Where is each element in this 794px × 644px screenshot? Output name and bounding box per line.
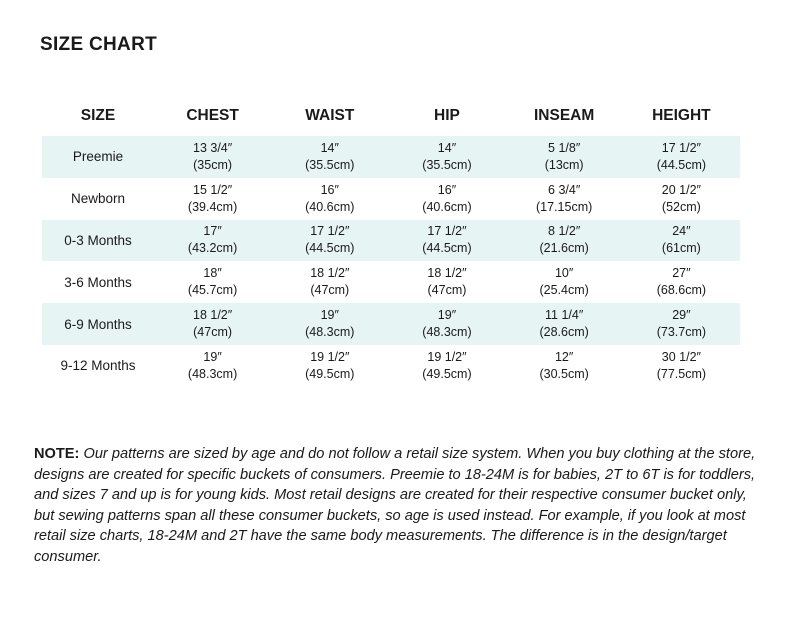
- hip-cell: [388, 178, 505, 220]
- column-header-waist: WAIST: [305, 107, 355, 124]
- inch-value: 19″: [437, 308, 457, 323]
- inch-value: 19″: [203, 349, 222, 364]
- cm-value: (44.5cm): [305, 241, 355, 256]
- page-title: SIZE CHART: [40, 34, 157, 55]
- table-row: [42, 136, 740, 178]
- inch-value: 15 1/2″: [193, 182, 233, 197]
- cm-value: (44.5cm): [656, 157, 707, 172]
- cm-value: (30.5cm): [539, 366, 589, 381]
- cm-value: (47cm): [427, 283, 467, 298]
- inch-value: 14″: [437, 140, 457, 155]
- cm-value: (77.5cm): [656, 366, 707, 381]
- inch-value: 16″: [320, 182, 339, 197]
- inseam-cell: [506, 345, 623, 387]
- inch-value: 6 3/4″: [548, 182, 581, 197]
- size-cell: 3-6 Months: [64, 274, 132, 290]
- inch-value: 18″: [203, 266, 222, 281]
- table-row: [42, 345, 740, 387]
- size-cell: 6-9 Months: [64, 316, 132, 332]
- cm-value: (47cm): [310, 283, 350, 298]
- column-header-chest: CHEST: [186, 107, 239, 124]
- inch-value: 20 1/2″: [661, 182, 701, 197]
- column-header-height: HEIGHT: [652, 107, 711, 124]
- size-cell: Newborn: [70, 191, 126, 207]
- height-cell: [623, 136, 740, 178]
- waist-cell: [271, 261, 388, 303]
- size-cell: 0-3 Months: [64, 232, 132, 248]
- cm-value: (48.3cm): [422, 325, 472, 340]
- column-header-hip: HIP: [434, 107, 460, 124]
- chest-cell: [154, 303, 271, 345]
- inch-value: 17 1/2″: [310, 224, 350, 239]
- cm-value: (35.5cm): [422, 157, 472, 172]
- height-cell: [623, 345, 740, 387]
- cm-value: (45.7cm): [187, 283, 238, 298]
- inseam-cell: [506, 136, 623, 178]
- inch-value: 18 1/2″: [193, 308, 233, 323]
- cm-value: (28.6cm): [539, 325, 589, 340]
- chest-cell: [154, 261, 271, 303]
- table-row: [42, 178, 740, 220]
- cm-value: (47cm): [193, 325, 233, 340]
- cm-value: (61cm): [661, 241, 701, 256]
- cm-value: (73.7cm): [656, 325, 707, 340]
- chest-cell: [154, 220, 271, 262]
- inch-value: 16″: [437, 182, 457, 197]
- cm-value: (49.5cm): [422, 366, 472, 381]
- inch-value: 19 1/2″: [427, 349, 467, 364]
- column-header-size: SIZE: [80, 107, 116, 124]
- hip-cell: [388, 220, 505, 262]
- inseam-cell: [506, 220, 623, 262]
- inch-value: 10″: [554, 266, 574, 281]
- size-chart-table: [42, 96, 740, 387]
- table-row: [42, 303, 740, 345]
- hip-cell: [388, 345, 505, 387]
- chest-cell: [154, 178, 271, 220]
- hip-cell: [388, 136, 505, 178]
- cm-value: (17.15cm): [536, 199, 593, 214]
- waist-cell: [271, 178, 388, 220]
- sizing-note: [34, 444, 764, 568]
- cm-value: (25.4cm): [539, 283, 589, 298]
- inch-value: 5 1/8″: [548, 140, 581, 155]
- cm-value: (48.3cm): [187, 366, 238, 381]
- inch-value: 13 3/4″: [193, 140, 233, 155]
- inseam-cell: [506, 178, 623, 220]
- cm-value: (43.2cm): [187, 241, 238, 256]
- cm-value: (13cm): [544, 157, 584, 172]
- height-cell: [623, 178, 740, 220]
- table-header-row: [42, 96, 740, 136]
- size-cell: 9-12 Months: [60, 358, 136, 374]
- inch-value: 8 1/2″: [548, 224, 581, 239]
- height-cell: [623, 261, 740, 303]
- cm-value: (40.6cm): [305, 199, 355, 214]
- cm-value: (49.5cm): [305, 366, 355, 381]
- cm-value: (52cm): [661, 199, 701, 214]
- inch-value: 18 1/2″: [310, 266, 350, 281]
- cm-value: (35cm): [193, 157, 233, 172]
- inch-value: 19 1/2″: [310, 349, 350, 364]
- inch-value: 27″: [672, 266, 691, 281]
- cm-value: (21.6cm): [539, 241, 589, 256]
- cm-value: (68.6cm): [656, 283, 707, 298]
- inch-value: 17 1/2″: [427, 224, 467, 239]
- cm-value: (44.5cm): [422, 241, 472, 256]
- height-cell: [623, 303, 740, 345]
- waist-cell: [271, 345, 388, 387]
- cm-value: (35.5cm): [305, 157, 355, 172]
- note-text: Our patterns are sized by age and do not follow a retail size system. When you buy clothing at the store, designs are created for specific buckets of consumers. Preemie to 18-24M is for babies, 2T to 6T is for toddlers, and sizes 7 and up is for young kids. Most retail designs are created for their respective consumer bucket only, but sewing patterns span all these consumer buckets, so age is used instead. For example, if you look at most retail size charts, 18-24M and 2T have the same body measurements. The difference is in the design/target consumer.: [34, 446, 756, 565]
- inch-value: 29″: [672, 308, 691, 323]
- hip-cell: [388, 303, 505, 345]
- inch-value: 19″: [320, 308, 339, 323]
- inch-value: 30 1/2″: [661, 349, 701, 364]
- table-row: [42, 261, 740, 303]
- inch-value: 17″: [203, 224, 222, 239]
- inseam-cell: [506, 303, 623, 345]
- note-label: NOTE:: [34, 446, 80, 462]
- inch-value: 18 1/2″: [427, 266, 467, 281]
- cm-value: (39.4cm): [187, 199, 238, 214]
- table-body: [42, 136, 740, 387]
- chest-cell: [154, 136, 271, 178]
- chest-cell: [154, 345, 271, 387]
- height-cell: [623, 220, 740, 262]
- cm-value: (48.3cm): [305, 325, 355, 340]
- waist-cell: [271, 136, 388, 178]
- inch-value: 12″: [554, 349, 574, 364]
- waist-cell: [271, 303, 388, 345]
- waist-cell: [271, 220, 388, 262]
- cm-value: (40.6cm): [422, 199, 472, 214]
- inch-value: 11 1/4″: [545, 308, 584, 323]
- inseam-cell: [506, 261, 623, 303]
- column-header-inseam: INSEAM: [534, 107, 595, 124]
- inch-value: 17 1/2″: [661, 140, 701, 155]
- inch-value: 24″: [672, 224, 691, 239]
- inch-value: 14″: [320, 140, 339, 155]
- size-cell: Preemie: [72, 149, 124, 165]
- hip-cell: [388, 261, 505, 303]
- table-row: [42, 220, 740, 262]
